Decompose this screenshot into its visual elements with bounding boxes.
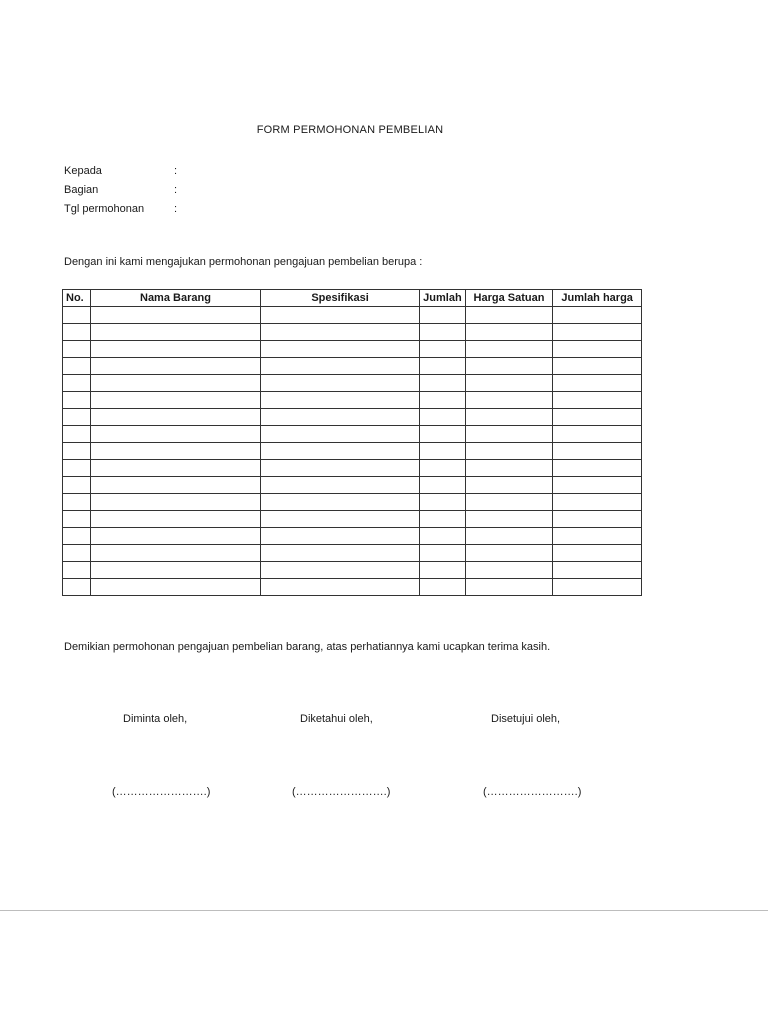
table-cell[interactable] [260, 392, 419, 409]
table-cell[interactable] [553, 511, 642, 528]
table-cell[interactable] [553, 409, 642, 426]
signature-disetujui-line: (…………………….) [483, 786, 582, 798]
table-cell[interactable] [63, 579, 91, 596]
table-cell[interactable] [90, 392, 260, 409]
table-row [63, 511, 642, 528]
table-cell[interactable] [63, 562, 91, 579]
table-cell[interactable] [420, 477, 466, 494]
items-table [62, 289, 642, 596]
table-row [63, 409, 642, 426]
table-cell[interactable] [90, 579, 260, 596]
field-label: Kepada [64, 165, 102, 177]
table-cell[interactable] [553, 341, 642, 358]
table-cell[interactable] [90, 426, 260, 443]
table-cell[interactable] [260, 477, 419, 494]
table-cell[interactable] [90, 511, 260, 528]
table-cell[interactable] [553, 358, 642, 375]
table-cell[interactable] [420, 307, 466, 324]
table-cell[interactable] [420, 545, 466, 562]
signature-diminta-line: (…………………….) [112, 786, 211, 798]
table-cell[interactable] [465, 324, 553, 341]
table-row [63, 341, 642, 358]
table-cell[interactable] [553, 579, 642, 596]
table-cell[interactable] [420, 409, 466, 426]
table-cell[interactable] [260, 358, 419, 375]
table-cell[interactable] [90, 307, 260, 324]
page-divider [0, 910, 768, 911]
table-header-row [63, 290, 642, 307]
table-cell[interactable] [90, 494, 260, 511]
table-cell[interactable] [420, 511, 466, 528]
table-cell[interactable] [465, 409, 553, 426]
table-cell[interactable] [90, 409, 260, 426]
table-cell[interactable] [465, 579, 553, 596]
table-body [63, 307, 642, 596]
table-cell[interactable] [553, 375, 642, 392]
field-label: Tgl permohonan [64, 203, 145, 215]
table-cell[interactable] [553, 528, 642, 545]
table-cell[interactable] [553, 392, 642, 409]
table-cell[interactable] [260, 341, 419, 358]
table-row [63, 307, 642, 324]
table-cell[interactable] [260, 409, 419, 426]
table-row [63, 477, 642, 494]
field-colon: : [174, 165, 178, 177]
header-fields [64, 162, 186, 219]
table-cell[interactable] [260, 426, 419, 443]
table-cell[interactable] [420, 341, 466, 358]
table-cell[interactable] [420, 562, 466, 579]
table-cell[interactable] [260, 545, 419, 562]
table-row [63, 494, 642, 511]
table-cell[interactable] [90, 545, 260, 562]
table-cell[interactable] [63, 528, 91, 545]
table-cell[interactable] [90, 358, 260, 375]
table-cell[interactable] [63, 358, 91, 375]
table-cell[interactable] [260, 460, 419, 477]
table-cell[interactable] [465, 392, 553, 409]
table-cell[interactable] [553, 545, 642, 562]
table-cell[interactable] [465, 341, 553, 358]
table-cell[interactable] [63, 409, 91, 426]
table-cell[interactable] [260, 562, 419, 579]
table-cell[interactable] [90, 477, 260, 494]
table-row [63, 443, 642, 460]
table-cell[interactable] [63, 426, 91, 443]
table-cell[interactable] [260, 528, 419, 545]
table-cell[interactable] [90, 324, 260, 341]
table-cell[interactable] [465, 375, 553, 392]
signature-diketahui-line: (…………………….) [292, 786, 391, 798]
table-cell[interactable] [553, 477, 642, 494]
table-cell[interactable] [90, 443, 260, 460]
table-cell[interactable] [63, 307, 91, 324]
table-cell[interactable] [260, 443, 419, 460]
table-cell[interactable] [260, 494, 419, 511]
table-cell[interactable] [63, 460, 91, 477]
table-cell[interactable] [90, 460, 260, 477]
form-title: FORM PERMOHONAN PEMBELIAN [256, 124, 444, 136]
table-cell[interactable] [465, 460, 553, 477]
table-cell[interactable] [553, 324, 642, 341]
table-cell[interactable] [63, 375, 91, 392]
header-nama-barang: Nama Barang [90, 290, 260, 307]
table-cell[interactable] [465, 358, 553, 375]
field-tgl-permohonan [64, 200, 186, 219]
table-cell[interactable] [465, 511, 553, 528]
table-cell[interactable] [90, 528, 260, 545]
table-cell[interactable] [465, 545, 553, 562]
table-cell[interactable] [553, 562, 642, 579]
header-spesifikasi: Spesifikasi [260, 290, 419, 307]
signature-diketahui-title: Diketahui oleh, [300, 713, 373, 725]
table-cell[interactable] [260, 579, 419, 596]
table-cell[interactable] [420, 426, 466, 443]
table-row [63, 579, 642, 596]
header-harga-satuan: Harga Satuan [465, 290, 553, 307]
table-cell[interactable] [465, 562, 553, 579]
intro-text: Dengan ini kami mengajukan permohonan pengajuan pembelian berupa : [64, 256, 423, 268]
table-cell[interactable] [63, 477, 91, 494]
table-cell[interactable] [465, 443, 553, 460]
table-cell[interactable] [465, 477, 553, 494]
table-cell[interactable] [63, 324, 91, 341]
table-row [63, 358, 642, 375]
table-cell[interactable] [465, 307, 553, 324]
table-cell[interactable] [63, 341, 91, 358]
table-cell[interactable] [553, 443, 642, 460]
table-cell[interactable] [260, 511, 419, 528]
table-cell[interactable] [465, 426, 553, 443]
table-cell[interactable] [90, 341, 260, 358]
table-cell[interactable] [465, 528, 553, 545]
field-colon: : [174, 203, 178, 215]
table-cell[interactable] [420, 443, 466, 460]
table-cell[interactable] [420, 324, 466, 341]
header-no: No. [63, 290, 91, 307]
field-label: Bagian [64, 184, 99, 196]
table-cell[interactable] [553, 460, 642, 477]
table-row [63, 324, 642, 341]
field-bagian [64, 181, 186, 200]
field-kepada [64, 162, 186, 181]
table-cell[interactable] [553, 426, 642, 443]
table-cell[interactable] [63, 392, 91, 409]
table-cell[interactable] [553, 494, 642, 511]
table-cell[interactable] [420, 375, 466, 392]
signature-disetujui-title: Disetujui oleh, [491, 713, 561, 725]
table-cell[interactable] [63, 443, 91, 460]
table-cell[interactable] [420, 358, 466, 375]
table-row [63, 528, 642, 545]
table-cell[interactable] [63, 494, 91, 511]
table-cell[interactable] [420, 579, 466, 596]
table-cell[interactable] [420, 460, 466, 477]
table-row [63, 460, 642, 477]
signature-diminta-title: Diminta oleh, [123, 713, 188, 725]
table-cell[interactable] [260, 324, 419, 341]
table-cell[interactable] [260, 375, 419, 392]
table-cell[interactable] [420, 392, 466, 409]
table-cell[interactable] [90, 562, 260, 579]
table-row [63, 545, 642, 562]
table-row [63, 392, 642, 409]
table-row [63, 426, 642, 443]
header-jumlah-harga: Jumlah harga [553, 290, 642, 307]
table-cell[interactable] [260, 307, 419, 324]
table-row [63, 562, 642, 579]
table-cell[interactable] [63, 511, 91, 528]
table-cell[interactable] [90, 375, 260, 392]
table-row [63, 375, 642, 392]
header-jumlah: Jumlah [420, 290, 466, 307]
table-cell[interactable] [63, 545, 91, 562]
table-cell[interactable] [553, 307, 642, 324]
table-cell[interactable] [420, 494, 466, 511]
field-colon: : [174, 184, 178, 196]
table-cell[interactable] [465, 494, 553, 511]
closing-text: Demikian permohonan pengajuan pembelian barang, atas perhatiannya kami ucapkan terima kasih. [64, 641, 551, 653]
table-cell[interactable] [420, 528, 466, 545]
